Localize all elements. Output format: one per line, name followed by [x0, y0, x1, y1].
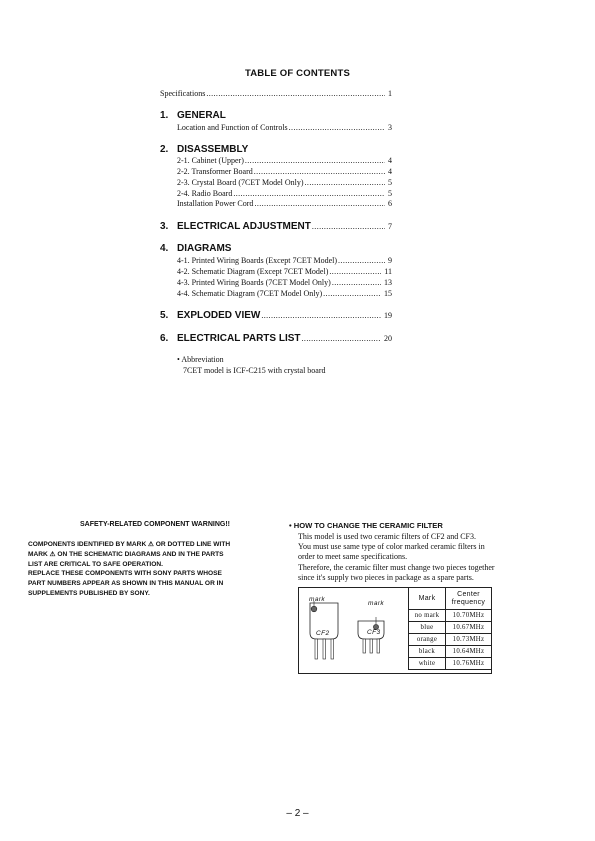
table-cell-frequency: 10.64MHz [446, 646, 492, 658]
table-row [409, 646, 492, 658]
toc-entry-page: 15 [384, 289, 392, 298]
section-number: 4. [160, 243, 169, 254]
toc-leader-dots [338, 256, 385, 266]
toc-entry-page: 4 [388, 156, 392, 165]
table-row [409, 634, 492, 646]
warning-line: MARK ⚠ ON THE SCHEMATIC DIAGRAMS AND IN THE PARTS [28, 550, 224, 558]
toc-entry-page: 4 [388, 167, 392, 176]
toc-entry[interactable] [177, 256, 392, 266]
toc-entry-specifications[interactable] [160, 89, 392, 99]
toc-entry-page: 5 [388, 189, 392, 198]
section-title: EXPLODED VIEW [177, 310, 261, 321]
table-row [409, 658, 492, 670]
toc-entry[interactable] [177, 156, 392, 166]
toc-entry-label: Specifications [160, 89, 206, 98]
toc-entry-label: 2-1. Cabinet (Upper) [177, 156, 244, 165]
warning-line: PART NUMBERS APPEAR AS SHOWN IN THIS MANUAL OR IN [28, 580, 224, 588]
cf2-label: CF2 [316, 630, 330, 637]
toc-entry-page: 9 [388, 256, 392, 265]
toc-entry-label: 2-4. Radio Board [177, 189, 233, 198]
toc-entry-label: 4-1. Printed Wiring Boards (Except 7CET Model) [177, 256, 338, 265]
toc-entry-page: 20 [384, 334, 392, 343]
section-title-electrical-parts-list[interactable] [177, 333, 392, 344]
toc-leader-dots [233, 189, 385, 199]
toc-entry-page: 5 [388, 178, 392, 187]
table-row [409, 610, 492, 622]
toc-entry-page: 3 [388, 123, 392, 132]
ceramic-filter-line: You must use same type of color marked ceramic filters in [298, 542, 485, 552]
table-cell-frequency: 10.76MHz [446, 658, 492, 670]
table-cell-mark: orange [409, 634, 446, 646]
section-number: 2. [160, 144, 169, 155]
toc-title: TABLE OF CONTENTS [244, 68, 351, 79]
ceramic-filter-table [408, 587, 492, 670]
toc-leader-dots [329, 267, 381, 277]
ceramic-filter-line: since it's supply two pieces in package as a spare parts. [298, 572, 474, 582]
toc-entry-page: 19 [384, 311, 392, 320]
toc-entry-label: 4-4. Schematic Diagram (7CET Model Only) [177, 289, 323, 298]
toc-leader-dots [323, 289, 381, 299]
toc-leader-dots [206, 89, 385, 99]
bullet: • [177, 355, 180, 364]
section-title-electrical-adjustment[interactable] [177, 221, 392, 232]
warning-line: REPLACE THESE COMPONENTS WITH SONY PARTS WHOSE [28, 570, 222, 578]
section-title: ELECTRICAL PARTS LIST [177, 333, 301, 344]
section-title-general[interactable]: GENERAL [177, 110, 226, 121]
toc-entry[interactable] [177, 199, 392, 209]
toc-leader-dots [245, 156, 385, 166]
table-row [409, 622, 492, 634]
table-cell-mark: white [409, 658, 446, 670]
section-number: 6. [160, 333, 169, 344]
table-cell-frequency: 10.67MHz [446, 622, 492, 634]
toc-entry[interactable] [177, 278, 392, 288]
mark-label-cf2: mark [309, 596, 326, 603]
toc-leader-dots [332, 278, 381, 288]
toc-entry[interactable] [177, 289, 392, 299]
section-title: ELECTRICAL ADJUSTMENT [177, 221, 311, 232]
abbreviation-heading [177, 355, 224, 365]
safety-warning-title: SAFETY-RELATED COMPONENT WARNING!! [80, 521, 230, 528]
table-cell-mark: black [409, 646, 446, 658]
toc-entry-page: 1 [388, 89, 392, 98]
section-number: 5. [160, 310, 169, 321]
ceramic-filter-line: order to meet same specifications. [298, 552, 408, 562]
table-header-row [409, 588, 492, 610]
toc-entry[interactable] [177, 178, 392, 188]
toc-entry[interactable] [177, 267, 392, 277]
abbreviation-text: 7CET model is ICF-C215 with crystal board [183, 366, 326, 375]
ceramic-filter-line: Therefore, the ceramic filter must change two pieces together [298, 562, 495, 572]
toc-leader-dots [302, 334, 381, 343]
toc-leader-dots [289, 123, 385, 133]
ceramic-filter-title: • HOW TO CHANGE THE CERAMIC FILTER [289, 521, 443, 530]
table-cell-mark: blue [409, 622, 446, 634]
page-number: – 2 – [286, 808, 309, 819]
toc-entry-page: 11 [384, 267, 392, 276]
abbreviation-label: Abbreviation [181, 355, 224, 364]
section-title-exploded-view[interactable] [177, 310, 392, 321]
table-cell-mark: no mark [409, 610, 446, 622]
section-number: 3. [160, 221, 169, 232]
table-header-mark: Mark [409, 588, 446, 610]
toc-leader-dots [312, 222, 385, 231]
toc-entry-page: 6 [388, 199, 392, 208]
toc-entry-page: 7 [388, 222, 392, 231]
toc-entry-label: Location and Function of Controls [177, 123, 288, 132]
ceramic-filter-line: This model is used two ceramic filters of CF2 and CF3. [298, 532, 476, 541]
warning-line: COMPONENTS IDENTIFIED BY MARK ⚠ OR DOTTED LINE WITH [28, 541, 231, 548]
toc-entry-label: 2-3. Crystal Board (7CET Model Only) [177, 178, 304, 187]
toc-entry-label: Installation Power Cord [177, 199, 254, 208]
toc-leader-dots [305, 178, 385, 188]
toc-entry-page: 13 [384, 278, 392, 287]
toc-leader-dots [254, 199, 385, 209]
table-cell-frequency: 10.73MHz [446, 634, 492, 646]
mark-label-cf3: mark [368, 600, 385, 607]
safety-warning-body [28, 540, 270, 599]
table-cell-frequency: 10.70MHz [446, 610, 492, 622]
section-number: 1. [160, 110, 169, 121]
section-title-disassembly[interactable]: DISASSEMBLY [177, 144, 249, 155]
toc-entry-label: 4-2. Schematic Diagram (Except 7CET Model) [177, 267, 329, 276]
toc-entry[interactable] [177, 167, 392, 177]
toc-entry[interactable] [177, 189, 392, 199]
toc-entry-label: 2-2. Transformer Board [177, 167, 253, 176]
warning-line: LIST ARE CRITICAL TO SAFE OPERATION. [28, 560, 163, 568]
toc-entry[interactable] [177, 123, 392, 133]
toc-leader-dots [254, 167, 385, 177]
table-header-frequency: Center frequency [446, 588, 492, 610]
toc-entry-label: 4-3. Printed Wiring Boards (7CET Model Only) [177, 278, 331, 287]
ceramic-filter-body [298, 532, 538, 583]
section-title-diagrams[interactable]: DIAGRAMS [177, 243, 232, 254]
warning-line: SUPPLEMENTS PUBLISHED BY SONY. [28, 589, 150, 597]
toc-leader-dots [261, 311, 381, 320]
cf3-label: CF3 [367, 629, 381, 636]
